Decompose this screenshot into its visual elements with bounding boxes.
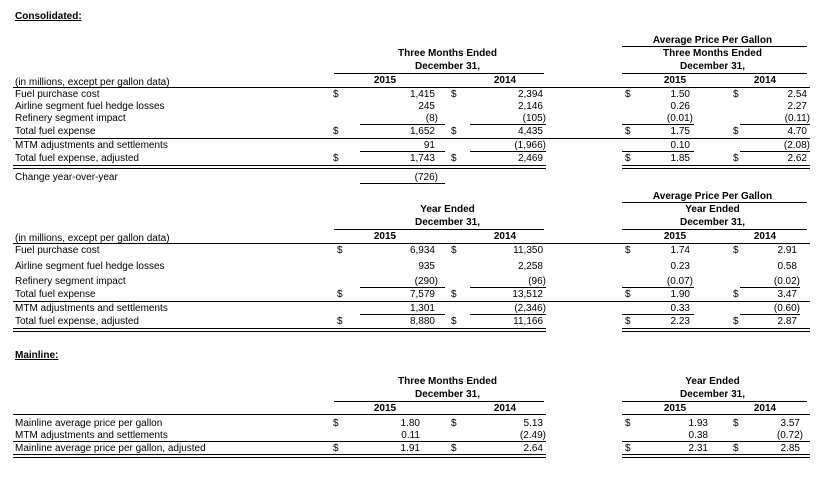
table-row-label: Refinery segment impact [15,276,126,287]
subtotal-rule [622,124,694,125]
qtr-2015-value: 1,652 [409,126,435,137]
avg-2015-value: 1.50 [670,89,690,100]
qtr-header-2014: 2014 [493,75,517,86]
avg-year-2014-value: 0.58 [777,261,797,272]
avg-2014-value: 2.62 [787,153,807,164]
avg-2014-value: 4.70 [787,126,807,137]
avg-2014-value: 2.54 [787,89,807,100]
main-year-2014-value: 3.57 [780,418,800,429]
subtotal-rule [470,314,546,315]
row-rule [13,441,546,442]
currency-symbol: $ [625,418,631,429]
year-2015-value: 1,301 [409,303,435,314]
main-qtr-header-line1: Three Months Ended [398,376,497,387]
year-header-2014: 2014 [493,231,517,242]
avg-year-title-rule [622,202,807,203]
main-year-header-rule [622,401,807,402]
year-2015-value: 7,579 [409,289,435,300]
avg-year-header-line2: December 31, [679,217,746,228]
main-year-2014-value: (0.72) [776,430,803,441]
section-title-mainline: Mainline: [15,350,59,361]
year-2015-value: (290) [414,276,438,287]
table-row-label: Total fuel expense [15,126,96,137]
table-row-label: Fuel purchase cost [15,89,100,100]
year-2014-value: 11,350 [513,245,543,256]
currency-symbol: $ [733,443,739,454]
total-double-rule [13,454,546,458]
total-double-rule [13,165,546,169]
qtr-2015-value: 245 [418,101,435,112]
table-row-label: Airline segment fuel hedge losses [15,261,165,272]
year-header-line1: Year Ended [420,204,475,215]
total-double-rule [622,165,810,169]
table-row-label: Total fuel expense [15,289,96,300]
subtotal-rule [622,287,694,288]
currency-symbol: $ [625,443,631,454]
avg-header-line1: Three Months Ended [663,48,762,59]
table-row-label: Mainline average price per gallon [15,418,163,429]
subtotal-rule [470,151,546,152]
qtr-header-line2: December 31, [414,61,481,72]
currency-symbol: $ [333,418,339,429]
table-row-label: MTM adjustments and settlements [15,430,168,441]
currency-symbol: $ [451,126,457,137]
subtotal-rule [622,314,694,315]
subtotal-rule [470,287,546,288]
currency-symbol: $ [337,289,343,300]
avg-year-2015-value: 1.74 [670,245,690,256]
avg-2015-value: 0.10 [670,140,690,151]
currency-symbol: $ [451,443,457,454]
qtr-2014-value: 2,146 [517,101,543,112]
table-row-label: Refinery segment impact [15,113,126,124]
currency-symbol: $ [733,153,739,164]
avg-2015-value: (0.01) [666,113,693,124]
avg-year-2014-value: 2.91 [777,245,797,256]
subtotal-rule [740,287,800,288]
qtr-2014-value: (1,966) [514,140,546,151]
year-2014-value: 2,258 [517,261,543,272]
avg-2014-value: (2.08) [783,140,810,151]
year-2014-value: 13,512 [512,289,543,300]
main-year-2014-value: 2.85 [780,443,800,454]
table-row-label: Mainline average price per gallon, adjusted [15,443,206,454]
avg-2015-value: 1.75 [670,126,690,137]
year-header-rule [334,229,544,230]
year-header-line2: December 31, [414,217,481,228]
units-label-qtr: (in millions, except per gallon data) [15,77,170,88]
qtr-2015-value: 1,743 [409,153,435,164]
currency-symbol: $ [733,289,739,300]
subtotal-rule [360,124,445,125]
avg-year-header-2015: 2015 [663,231,687,242]
year-2014-value: (2,346) [514,303,546,314]
currency-symbol: $ [451,89,457,100]
total-double-rule [13,328,546,332]
currency-symbol: $ [625,289,631,300]
currency-symbol: $ [451,316,457,327]
main-qtr-2015-value: 1.91 [400,443,420,454]
year-2014-value: (96) [528,276,546,287]
main-qtr-2015-value: 1.80 [400,418,420,429]
main-table-top-rule [622,414,810,415]
currency-symbol: $ [733,418,739,429]
currency-symbol: $ [451,153,457,164]
subtotal-rule [470,124,546,125]
avg-header-2015: 2015 [663,75,687,86]
currency-symbol: $ [451,245,457,256]
table-row-label: MTM adjustments and settlements [15,303,168,314]
avg-header-2014: 2014 [753,75,777,86]
avg-year-header-title: Average Price Per Gallon [652,191,773,202]
row-rule [622,441,810,442]
currency-symbol: $ [451,418,457,429]
currency-symbol: $ [625,153,631,164]
year-2015-value: 6,934 [409,245,435,256]
avg-year-2014-value: (0.02) [773,276,800,287]
row-rule [13,301,810,302]
avg-year-2015-value: 1.90 [670,289,690,300]
year-2015-value: 8,880 [409,316,435,327]
year-header-2015: 2015 [373,231,397,242]
table-row-label: Change year-over-year [15,172,118,183]
avg-year-2015-value: 0.23 [670,261,690,272]
subtotal-rule [360,314,445,315]
qtr-2014-value: (105) [522,113,546,124]
subtotal-rule [740,314,800,315]
main-qtr-header-2014: 2014 [493,403,517,414]
qtr-2014-value: 2,394 [517,89,543,100]
avg-2014-value: (0.11) [784,113,810,124]
main-year-header-line2: December 31, [679,389,746,400]
avg-year-2015-value: 2.23 [670,316,690,327]
year-2015-value: 935 [418,261,435,272]
avg-year-2015-value: (0.07) [666,276,693,287]
table-row-label: Airline segment fuel hedge losses [15,101,165,112]
subtotal-rule [360,151,445,152]
currency-symbol: $ [333,153,339,164]
units-label-year: (in millions, except per gallon data) [15,233,170,244]
main-qtr-2014-value: 5.13 [523,418,543,429]
currency-symbol: $ [333,443,339,454]
subtotal-rule [360,287,445,288]
currency-symbol: $ [625,126,631,137]
main-year-header-2014: 2014 [753,403,777,414]
avg-header-title-rule [622,46,807,47]
total-double-rule [622,328,810,332]
avg-header-line2: December 31, [679,61,746,72]
avg-2014-value: 2.27 [787,101,807,112]
currency-symbol: $ [733,245,739,256]
main-qtr-2014-value: 2.64 [523,443,543,454]
year-2014-value: 11,166 [513,316,543,327]
currency-symbol: $ [733,126,739,137]
currency-symbol: $ [333,89,339,100]
table-row-label: Fuel purchase cost [15,245,100,256]
subtotal-rule [740,151,810,152]
main-qtr-header-2015: 2015 [373,403,397,414]
qtr-header-2015: 2015 [373,75,397,86]
main-year-2015-value: 1.93 [688,418,708,429]
qtr-table-top-rule [13,87,810,88]
main-table-top-rule [13,414,546,415]
qtr-2015-value: (726) [414,172,438,183]
subtotal-rule [622,151,694,152]
avg-2015-value: 0.26 [670,101,690,112]
currency-symbol: $ [337,245,343,256]
currency-symbol: $ [337,316,343,327]
currency-symbol: $ [733,316,739,327]
main-qtr-2014-value: (2.49) [519,430,546,441]
avg-year-2015-value: 0.33 [670,303,690,314]
year-table-top-rule [13,243,810,244]
currency-symbol: $ [451,289,457,300]
avg-year-2014-value: (0.60) [773,303,800,314]
table-row-label: MTM adjustments and settlements [15,140,168,151]
avg-year-header-rule [622,229,807,230]
main-qtr-2015-value: 0.11 [401,430,420,441]
main-qtr-header-line2: December 31, [414,389,481,400]
main-year-header-2015: 2015 [663,403,687,414]
qtr-2015-value: 1,415 [409,89,435,100]
main-year-2015-value: 0.38 [688,430,708,441]
avg-year-header-line1: Year Ended [685,204,740,215]
avg-header-rule [622,73,807,74]
currency-symbol: $ [625,89,631,100]
subtotal-rule [360,183,445,184]
avg-year-2014-value: 2.87 [777,316,797,327]
table-row-label: Total fuel expense, adjusted [15,316,139,327]
qtr-2015-value: 91 [423,140,435,151]
currency-symbol: $ [333,126,339,137]
main-year-header-line1: Year Ended [685,376,740,387]
qtr-header-line1: Three Months Ended [398,48,497,59]
subtotal-rule [740,124,810,125]
row-rule [13,138,810,139]
qtr-2015-value: (8) [425,113,438,124]
currency-symbol: $ [625,245,631,256]
table-row-label: Total fuel expense, adjusted [15,153,139,164]
qtr-header-rule [334,73,544,74]
main-qtr-header-rule [334,401,544,402]
currency-symbol: $ [733,89,739,100]
avg-year-header-2014: 2014 [753,231,777,242]
section-title-consolidated: Consolidated: [15,11,82,22]
avg-year-2014-value: 3.47 [777,289,797,300]
total-double-rule [622,454,810,458]
currency-symbol: $ [625,316,631,327]
avg-2015-value: 1.85 [670,153,690,164]
avg-header-title: Average Price Per Gallon [652,35,773,46]
main-year-2015-value: 2.31 [688,443,708,454]
qtr-2014-value: 4,435 [517,126,543,137]
qtr-2014-value: 2,469 [517,153,543,164]
